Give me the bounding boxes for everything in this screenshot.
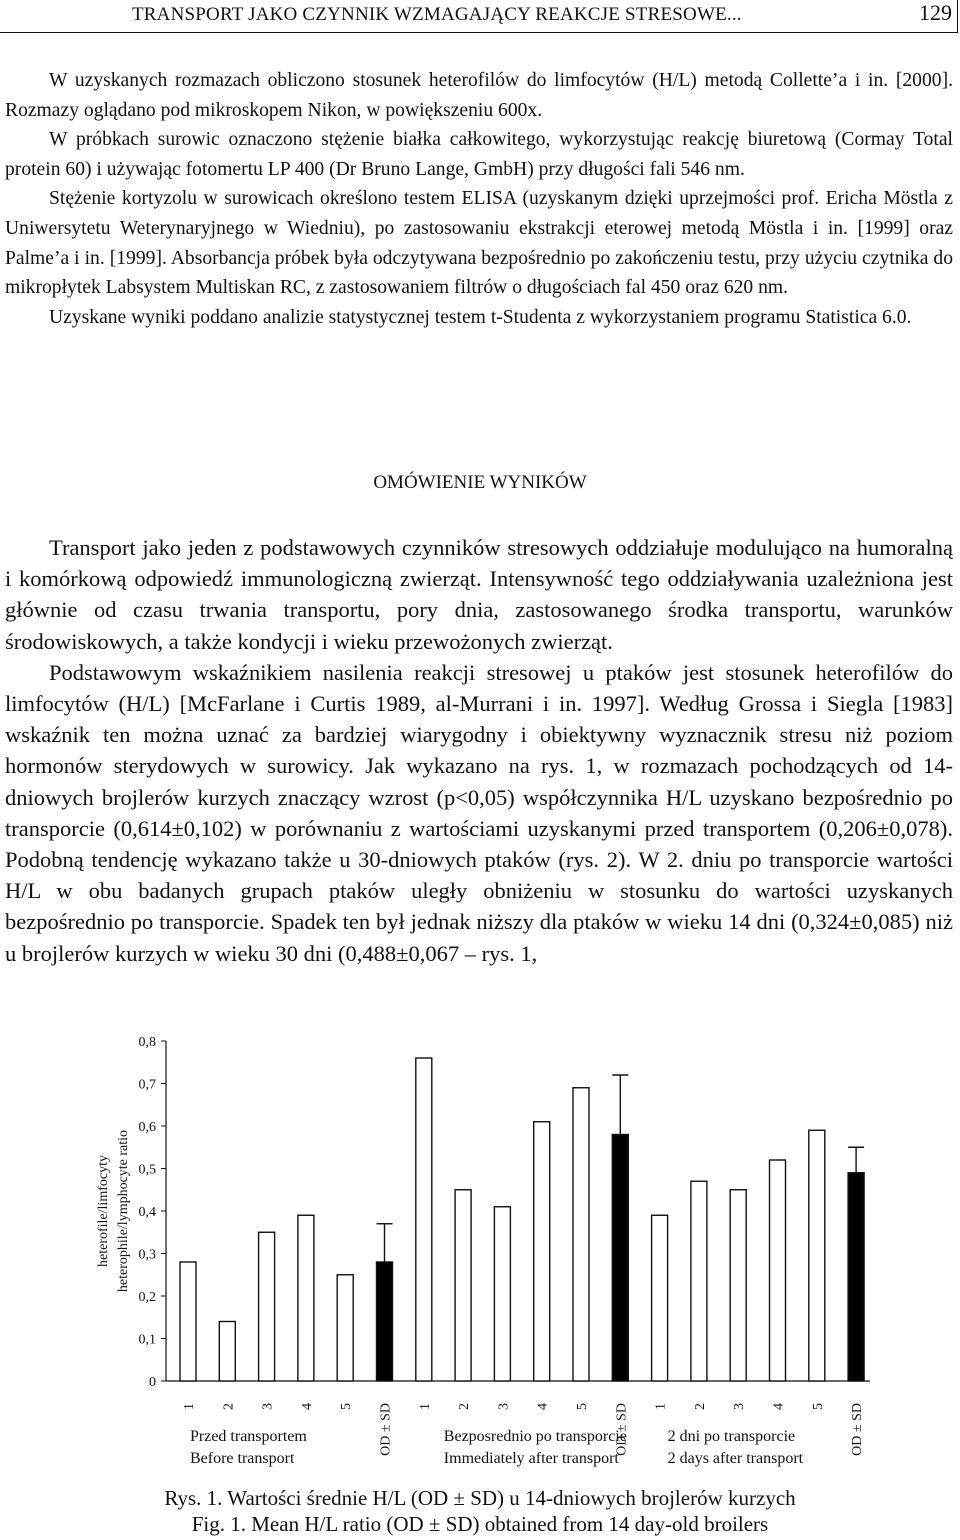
discussion-paragraph-2: Podstawowym wskaźnikiem nasilenia reakcji stresowej u ptaków jest stosunek heterofilów do limfocytów (H/L) [McFarlane i Curtis 1989, al-Murrani i in. 1997]. Według Grossa i Siegla [1983] wskaźnik ten można uznać za bardziej wiarygodny i obiektywny wyznacznik stresu niż poziom hormonów sterydowych w surowicy. Jak wykazano na rys. 1, w rozmazach pochodzących od 14-dniowych brojlerów kurzych znaczący wzrost (p<0,05) współczynnika H/L uzyskano bezpośrednio po transporcie (0,614±0,102) w porównaniu z wartościami uzyskanymi przed transportem (0,206±0,078). Podobną tendencję wykazano także u 30-dniowych ptaków (rys. 2). W 2. dniu po transporcie wartości H/L w obu badanych grupach ptaków uległy obniżeniu w stosunku do wartości uzyskanych bezpośrednio po transporcie. Spadek ten był jednak niższy dla ptaków w wieku 14 dni (0,324±0,085) niż u brojlerów kurzych w wieku 30 dni (0,488±0,067 – rys. 1,	[5, 659, 953, 966]
y-tick-label: 0,1	[138, 1332, 156, 1348]
group-label-pl: 2 dni po transporcie	[667, 1428, 796, 1445]
discussion-section	[5, 532, 953, 969]
y-axis-label-pl: heterofile/limfocyty	[96, 1155, 111, 1267]
x-tick-label: 4	[299, 1403, 315, 1410]
x-tick-label: OD ± SD	[614, 1403, 630, 1456]
individual-bar	[494, 1207, 510, 1381]
x-tick-label: 1	[182, 1403, 197, 1410]
individual-bar	[455, 1190, 471, 1381]
methods-paragraph-2: W próbkach surowic oznaczono stężenie białka całkowitego, wykorzystując reakcję biuretową (Cormay Total protein 60) i używając fotomertu LP 400 (Dr Bruno Lange, GmbH) przy długości fali 546 nm.	[5, 129, 953, 180]
x-tick-label: 5	[339, 1403, 355, 1410]
y-tick-label: 0	[149, 1375, 156, 1390]
individual-bar	[337, 1275, 353, 1381]
figure-caption-en: Fig. 1. Mean H/L ratio (OD ± SD) obtained from 14 day-old broilers	[191, 1512, 769, 1536]
x-tick-label: 5	[810, 1403, 826, 1410]
y-tick-label: 0,3	[138, 1247, 156, 1263]
running-head	[0, 0, 960, 40]
methods-section	[5, 66, 953, 332]
group-label-en: Immediately after transport	[443, 1450, 619, 1467]
individual-bar	[259, 1232, 275, 1381]
x-tick-label: OD ± SD	[378, 1403, 394, 1456]
section-heading: OMÓWIENIE WYNIKÓW	[373, 472, 587, 493]
figure-1	[0, 1020, 960, 1490]
mean-bar	[612, 1135, 628, 1382]
y-tick-label: 0,7	[138, 1077, 156, 1093]
page-number: 129	[919, 0, 952, 25]
y-tick-label: 0,4	[138, 1205, 156, 1220]
individual-bar	[298, 1215, 314, 1381]
y-axis-label-en: heterophile/lymphocyte ratio	[116, 1129, 131, 1293]
x-tick-label: 4	[535, 1403, 551, 1410]
individual-bar	[809, 1130, 825, 1381]
x-tick-label: 2	[221, 1403, 237, 1410]
individual-bar	[691, 1181, 707, 1381]
running-head-title: TRANSPORT JAKO CZYNNIK WZMAGAJĄCY REAKCJE STRESOWE...	[132, 4, 742, 25]
methods-paragraph-4: Uzyskane wyniki poddano analizie statystycznej testem t-Studenta z wykorzystaniem programu Statistica 6.0.	[49, 306, 912, 328]
x-tick-label: 2	[692, 1403, 708, 1410]
x-tick-label: 4	[771, 1403, 787, 1410]
mean-bar	[377, 1262, 393, 1381]
x-tick-label: OD ± SD	[850, 1403, 866, 1456]
methods-paragraph-3: Stężenie kortyzolu w surowicach określono testem ELISA (uzyskanym dzięki uprzejmości prof. Ericha Möstla z Uniwersytetu Weterynaryjnego w Wiedniu), po zastosowaniu ekstrakcji eterowej metodą Möstla i in. [1999] oraz Palme’a i in. [1999]. Absorbancja próbek była odczytywana bezpośrednio po zakończeniu testu, przy użyciu czytnika do mikropłytek Labsystem Multiskan RC, z zastosowaniem filtrów o długościach fal 450 oraz 620 nm.	[5, 188, 953, 299]
hl-ratio-bar-chart	[0, 1020, 960, 1490]
y-tick-label: 0,8	[138, 1035, 156, 1050]
individual-bar	[652, 1215, 668, 1381]
x-tick-label: 1	[417, 1403, 433, 1410]
x-tick-label: 5	[575, 1403, 590, 1410]
header-rule-right	[957, 0, 958, 32]
individual-bar	[416, 1058, 432, 1381]
methods-paragraph-1: W uzyskanych rozmazach obliczono stosunek heterofilów do limfocytów (H/L) metodą Collette’a i in. [2000]. Rozmazy oglądano pod mikroskopem Nikon, w powiększeniu 600x.	[5, 70, 953, 121]
x-tick-label: 1	[653, 1403, 669, 1410]
group-label-en: Before transport	[190, 1450, 295, 1467]
group-label-pl: Przed transportem	[190, 1428, 307, 1445]
x-tick-label: 3	[260, 1403, 276, 1410]
individual-bar	[534, 1122, 550, 1381]
y-tick-label: 0,6	[138, 1120, 156, 1135]
mean-bar	[848, 1173, 864, 1381]
discussion-paragraph-1: Transport jako jeden z podstawowych czynników stresowych oddziałuje modulująco na humoralną i komórkową odpowiedź immunologiczną zwierząt. Intensywność tego oddziaływania uzależniona jest głównie od czasu trwania transportu, pory dnia, zastosowanego środka transportu, warunków środowiskowych, a także kondycji i wieku przewożonych zwierząt.	[5, 535, 953, 654]
individual-bar	[180, 1262, 196, 1381]
x-tick-label: 3	[732, 1403, 748, 1410]
group-label-en: 2 days after transport	[667, 1450, 804, 1467]
individual-bar	[770, 1160, 786, 1381]
group-label-pl: Bezposrednio po transporcie	[443, 1428, 627, 1445]
individual-bar	[730, 1190, 746, 1381]
y-tick-label: 0,2	[138, 1290, 156, 1305]
header-rule	[0, 32, 958, 33]
figure-caption-pl: Rys. 1. Wartości średnie H/L (OD ± SD) u 14-dniowych brojlerów kurzych	[164, 1486, 796, 1510]
x-tick-label: 3	[496, 1403, 512, 1410]
x-tick-label: 2	[457, 1403, 473, 1410]
individual-bar	[573, 1088, 589, 1381]
individual-bar	[219, 1322, 235, 1382]
y-tick-label: 0,5	[138, 1162, 156, 1178]
